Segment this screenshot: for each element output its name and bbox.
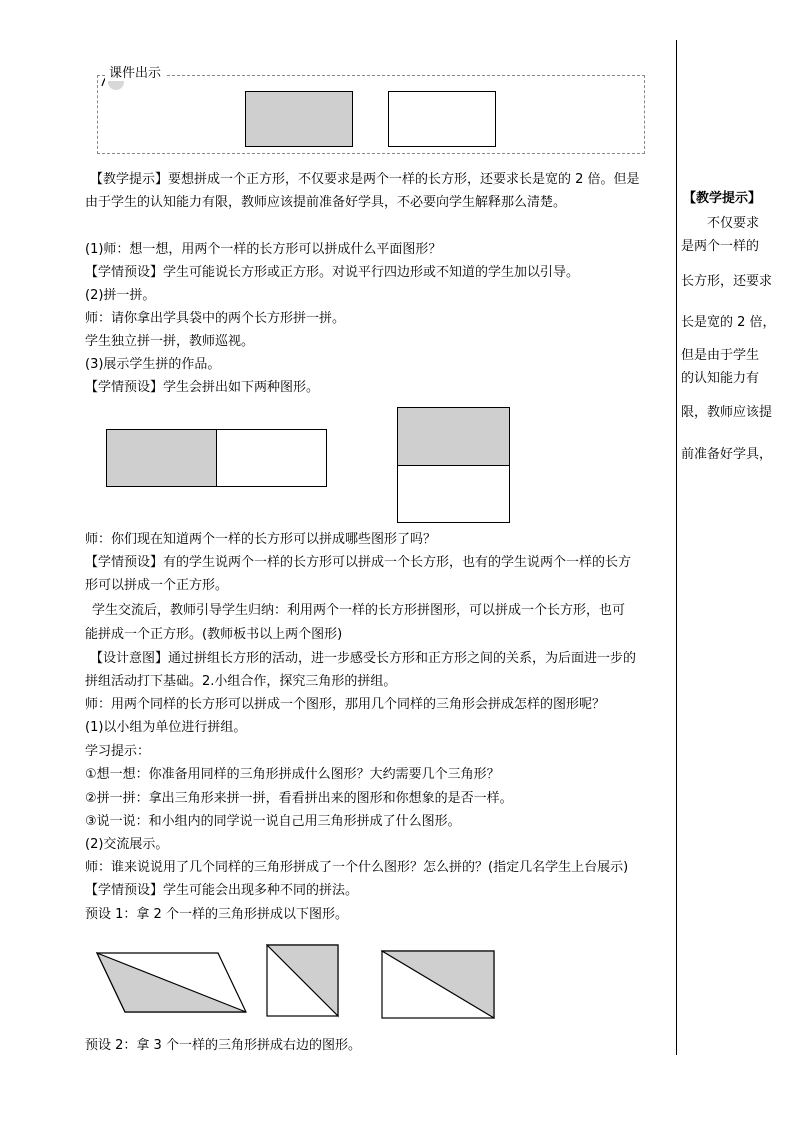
courseware-white-rectangle (388, 91, 496, 147)
side-tip-line-3: 长方形，还要求 (681, 274, 773, 289)
courseware-label: 课件出示 (105, 62, 165, 81)
step-3-line: (3)展示学生拼的作品。 (85, 357, 221, 372)
group-step-1: (1)以小组为单位进行拼组。 (85, 720, 247, 735)
preset-1-line: 预设 1：拿 2 个一样的三角形拼成以下图形。 (85, 907, 348, 922)
group-step-2: (2)交流展示。 (85, 837, 169, 852)
side-tip-heading: 【教学提示】 (683, 191, 762, 206)
study-tip-1: ①想一想：你准备用同样的三角形拼成什么图形？大约需要几个三角形？ (85, 767, 500, 782)
preset-2-line: 预设 2：拿 3 个一样的三角形拼成右边的图形。 (85, 1038, 361, 1053)
teaching-tip-line-2: 由于学生的认知能力有限，教师应该提前准备好学具，不必要向学生解释那么清楚。 (85, 195, 567, 210)
courseware-gray-rectangle (245, 91, 353, 147)
combined-long-rect-white (216, 429, 327, 487)
study-tip-2: ②拼一拼：拿出三角形来拼一拼，看看拼出来的图形和你想象的是否一样。 (85, 791, 513, 806)
study-tip-3: ③说一说：和小组内的同学说一说自己用三角形拼成了什么图形。 (85, 814, 461, 829)
side-tip-line-6: 的认知能力有 (681, 371, 760, 386)
study-tip-heading: 学习提示： (85, 744, 151, 759)
teacher-show-line: 师：谁来说说用了几个同样的三角形拼成了一个什么图形？怎么拼的？(指定几名学生上台展示) (85, 860, 629, 875)
preset-line-4: 【学情预设】学生可能会出现多种不同的拼法。 (85, 883, 359, 898)
combined-square-white (397, 465, 510, 523)
combined-long-rect-gray (106, 429, 217, 487)
side-tip-line-5: 但是由于学生 (681, 348, 760, 363)
margin-divider (676, 40, 677, 1055)
preset-line-2: 【学情预设】学生会拼出如下两种图形。 (85, 380, 320, 395)
preset-line-3a: 【学情预设】有的学生说两个一样的长方形可以拼成一个长方形，也有的学生说两个一样的长方 (85, 555, 632, 570)
step-2-line: (2)拼一拼。 (85, 288, 156, 303)
square-triangles-figure (266, 944, 340, 1018)
parallelogram-figure (96, 950, 248, 1016)
teacher-question-line: 师：你们现在知道两个一样的长方形可以拼成哪些图形了吗？ (85, 532, 437, 547)
design-intent-line-1: 【设计意图】通过拼组长方形的活动，进一步感受长方形和正方形之间的关系，为后面进一步的 (90, 651, 637, 666)
combined-square-gray (397, 407, 510, 466)
question-line: (1)师：想一想，用两个一样的长方形可以拼成什么平面图形？ (85, 242, 442, 257)
side-tip-line-8: 前准备好学具， (681, 447, 773, 462)
courseware-box (97, 75, 645, 154)
teaching-tip-line-1: 【教学提示】要想拼成一个正方形，不仅要求是两个一样的长方形，还要求长是宽的 2 倍。但是 (90, 172, 640, 187)
rectangle-triangles-figure (381, 950, 496, 1020)
design-intent-line-2: 拼组活动打下基础。2.小组合作，探究三角形的拼组。 (85, 674, 397, 689)
preset-line-1: 【学情预设】学生可能说长方形或正方形。对说平行四边形或不知道的学生加以引导。 (85, 265, 580, 280)
teacher-triangle-question: 师：用两个同样的长方形可以拼成一个图形，那用几个同样的三角形会拼成怎样的图形呢？ (85, 697, 606, 712)
teacher-line-1: 师：请你拿出学具袋中的两个长方形拼一拼。 (85, 311, 346, 326)
side-tip-line-7: 限，教师应该提 (681, 405, 773, 420)
side-tip-line-2: 是两个一样的 (681, 239, 760, 254)
summary-line-2: 能拼成一个正方形。(教师板书以上两个图形) (85, 627, 343, 642)
summary-line-1: 学生交流后，教师引导学生归纳：利用两个一样的长方形拼图形，可以拼成一个长方形，也可 (92, 603, 626, 618)
side-tip-line-4: 长是宽的 2 倍， (681, 315, 776, 330)
side-tip-line-1: 不仅要求 (707, 216, 760, 231)
preset-line-3b: 形可以拼成一个正方形。 (85, 578, 229, 593)
student-line-1: 学生独立拼一拼，教师巡视。 (85, 334, 255, 349)
